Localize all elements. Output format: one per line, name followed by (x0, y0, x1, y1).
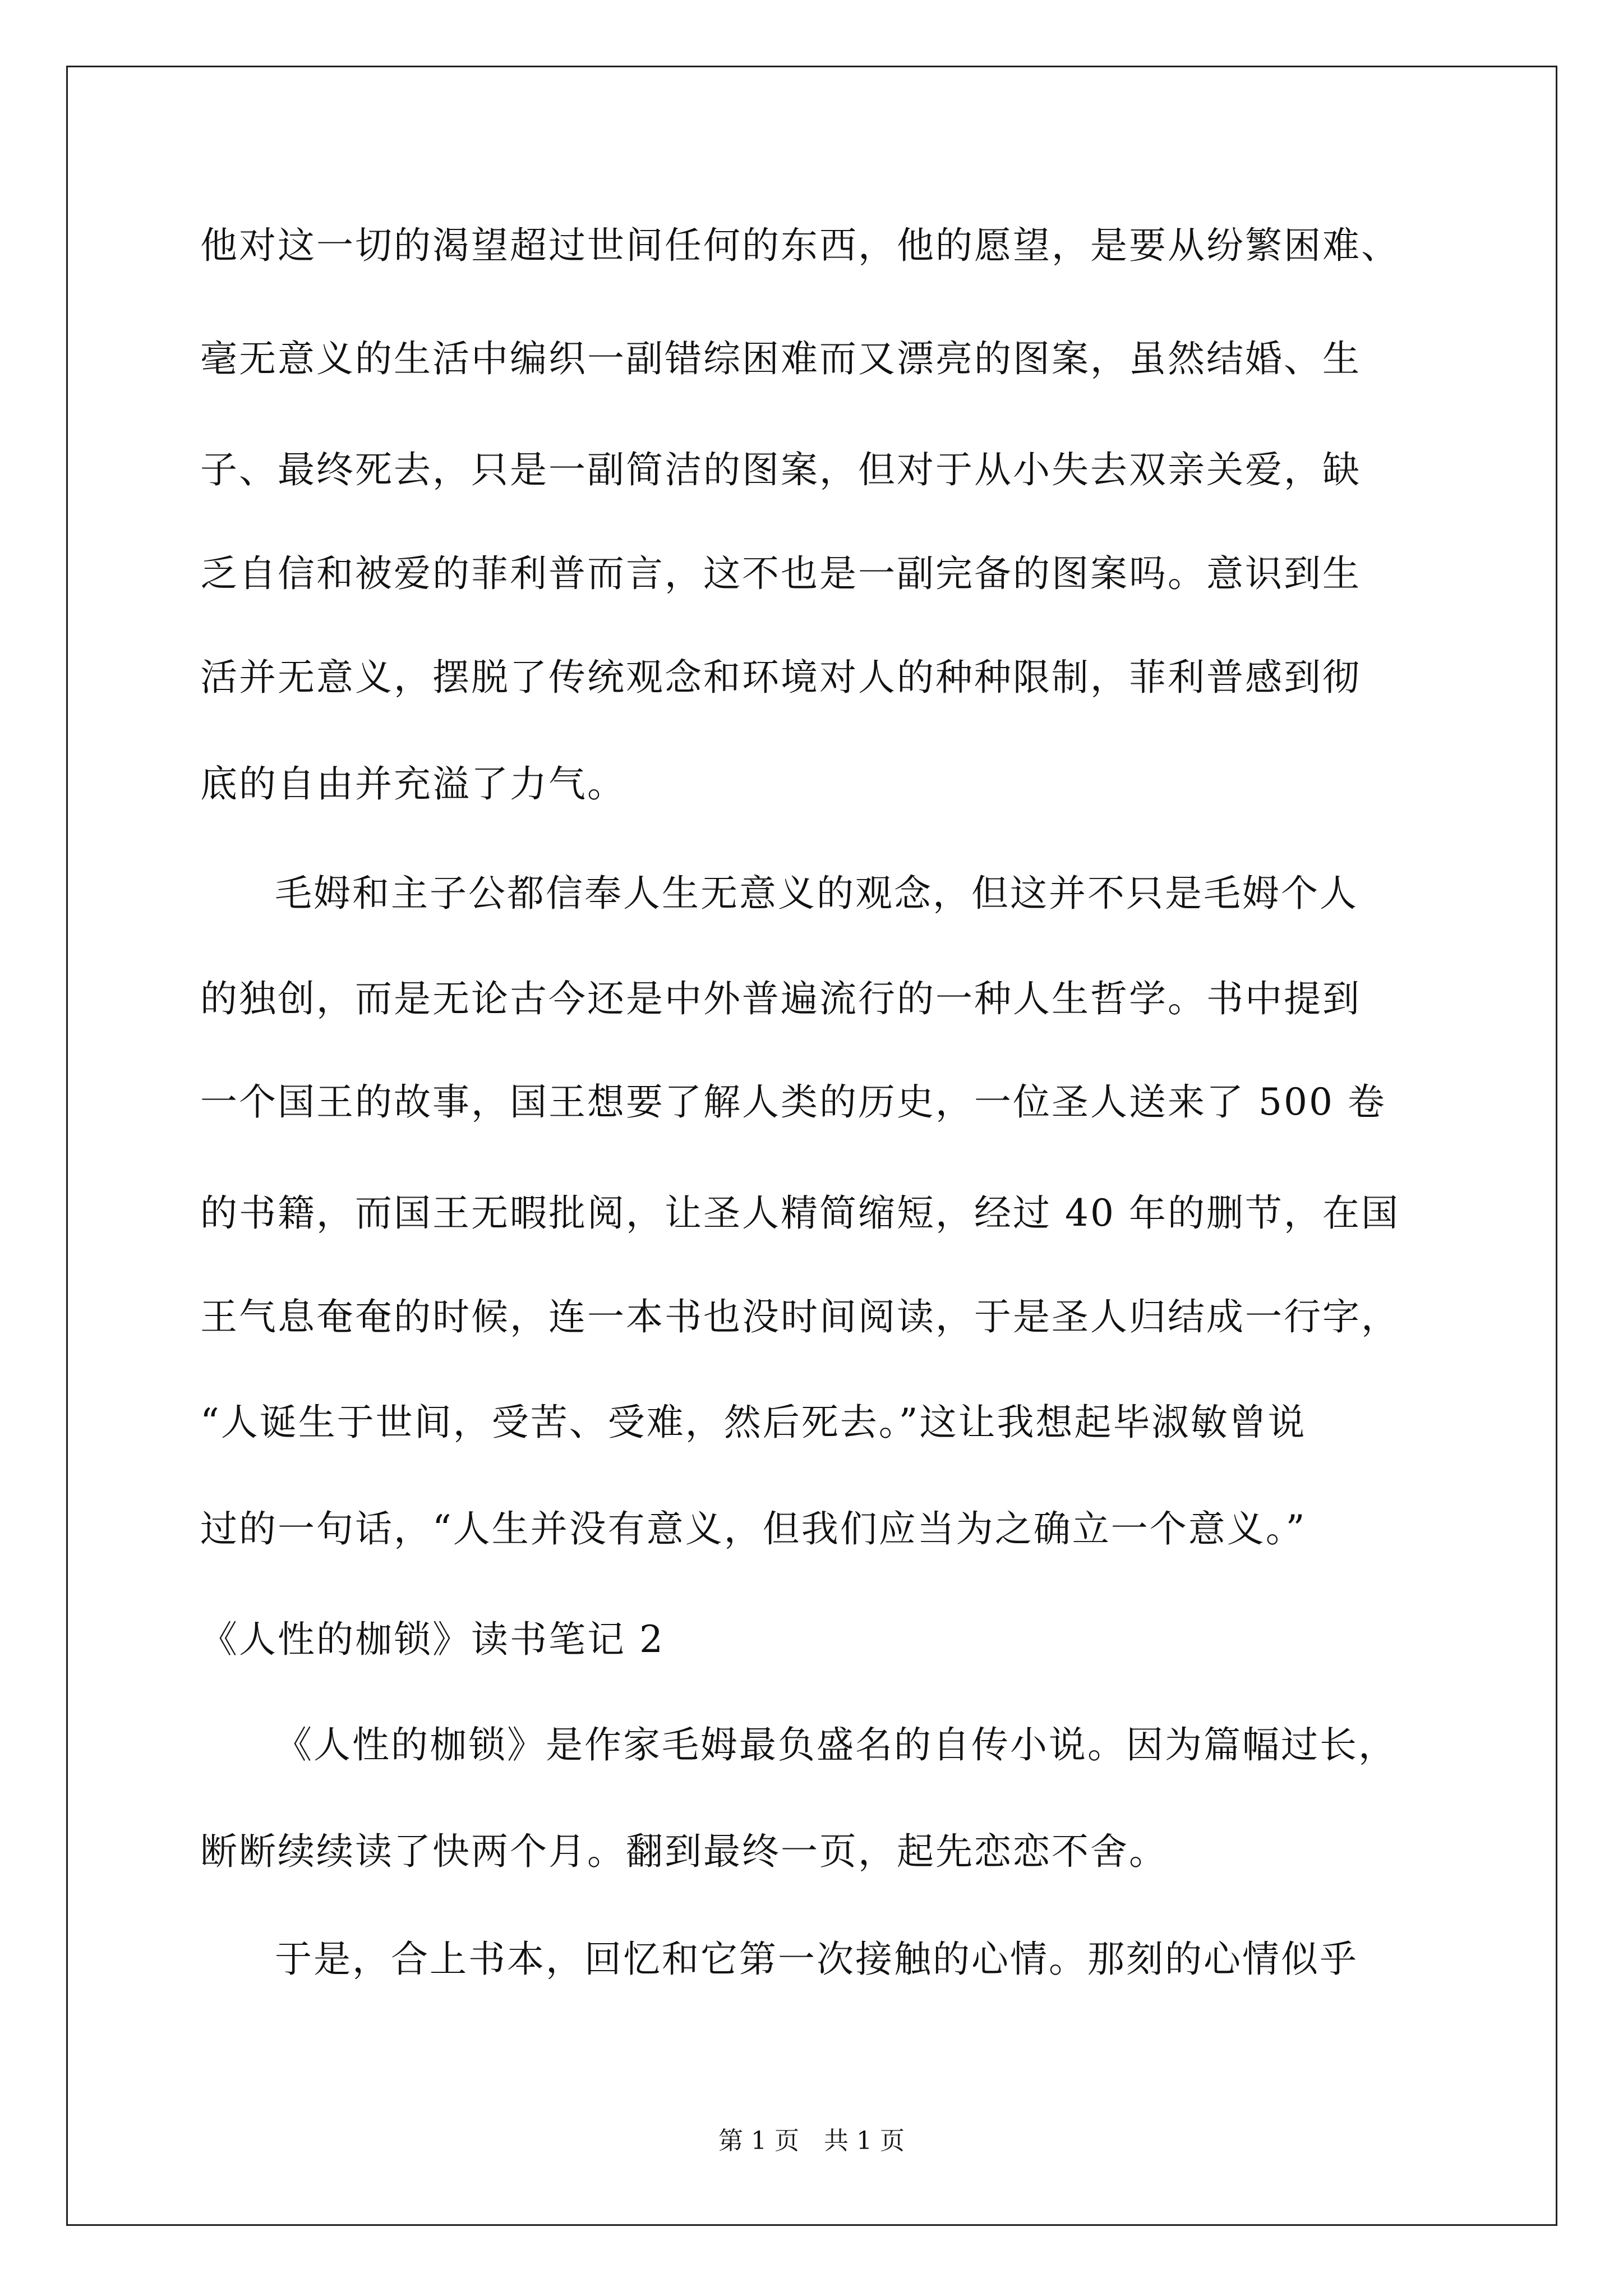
paragraph-2-line-4: 的书籍，而国王无暇批阅，让圣人精简缩短，经过 40 年的删节，在国 (200, 1191, 1400, 1235)
paragraph-1-line-5: 活并无意义，摆脱了传统观念和环境对人的种种限制，菲利普感到彻 (200, 656, 1361, 699)
paragraph-2-line-6: “人诞生于世间，受苦、受难，然后死去。”这让我想起毕淑敏曾说 (200, 1401, 1307, 1444)
paragraph-3-line-2: 断断续续读了快两个月。翻到最终一页，起先恋恋不舍。 (200, 1830, 1168, 1873)
paragraph-1-line-1: 他对这一切的渴望超过世间任何的东西，他的愿望，是要从纷繁困难、 (200, 224, 1400, 267)
paragraph-2-line-1: 毛姆和主子公都信奉人生无意义的观念，但这并不只是毛姆个人 (275, 872, 1358, 915)
section-heading: 《人性的枷锁》读书笔记 2 (200, 1618, 665, 1661)
paragraph-1-line-2: 毫无意义的生活中编织一副错综困难而又漂亮的图案，虽然结婚、生 (200, 337, 1361, 380)
paragraph-2-line-5: 王气息奄奄的时候，连一本书也没时间阅读，于是圣人归结成一行字， (200, 1295, 1400, 1338)
paragraph-4-line-1: 于是，合上书本，回忆和它第一次接触的心情。那刻的心情似乎 (275, 1938, 1358, 1981)
page-footer: 第 1 页 共 1 页 (718, 2127, 905, 2155)
paragraph-2-line-3: 一个国王的故事，国王想要了解人类的历史，一位圣人送来了 500 卷 (200, 1080, 1386, 1124)
paragraph-1-line-6: 底的自由并充溢了力气。 (200, 762, 626, 806)
page-border (66, 66, 1557, 2226)
paragraph-1-line-3: 子、最终死去，只是一副简洁的图案，但对于从小失去双亲关爱，缺 (200, 448, 1361, 491)
paragraph-2-line-2: 的独创，而是无论古今还是中外普遍流行的一种人生哲学。书中提到 (200, 977, 1361, 1020)
paragraph-1-line-4: 乏自信和被爱的菲利普而言，这不也是一副完备的图案吗。意识到生 (200, 552, 1361, 595)
paragraph-3-line-1: 《人性的枷锁》是作家毛姆最负盛名的自传小说。因为篇幅过长， (275, 1723, 1397, 1766)
paragraph-2-line-7: 过的一句话，“人生并没有意义，但我们应当为之确立一个意义。” (200, 1507, 1307, 1550)
